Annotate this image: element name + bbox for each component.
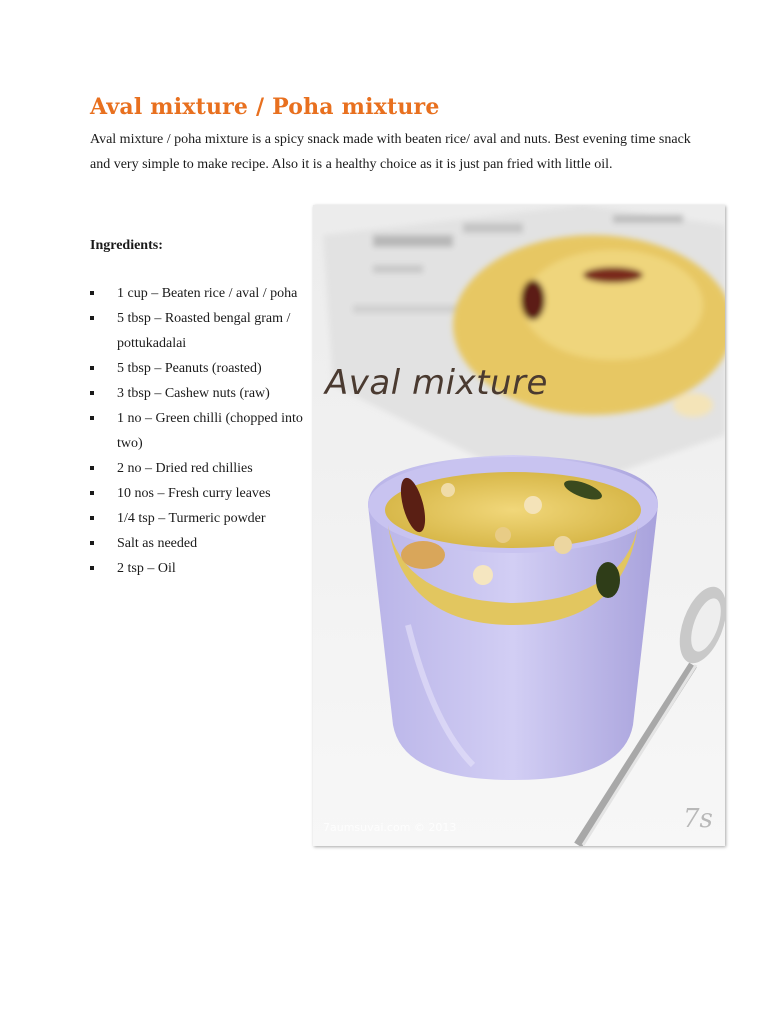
bullet-icon xyxy=(90,541,94,545)
ingredient-item: 2 no – Dried red chillies xyxy=(90,456,305,481)
cup xyxy=(368,455,658,780)
bullet-icon xyxy=(90,491,94,495)
ingredient-item: 1/4 tsp – Turmeric powder xyxy=(90,506,305,531)
recipe-photo xyxy=(313,205,725,846)
bullet-icon xyxy=(90,566,94,570)
ingredient-item: 1 no – Green chilli (chopped into two) xyxy=(90,406,305,456)
recipe-intro: Aval mixture / poha mixture is a spicy snack made with beaten rice/ aval and nuts. Best evening time snack and very simple to make recipe. Also it is a healthy choice as it is just pan fried with little oil. xyxy=(90,132,691,172)
bullet-icon xyxy=(90,516,94,520)
photo-caption: Aval mixture xyxy=(325,363,548,403)
photo-illustration xyxy=(313,205,725,846)
bullet-icon xyxy=(90,466,94,470)
bullet-icon xyxy=(90,366,94,370)
ingredient-item: 1 cup – Beaten rice / aval / poha xyxy=(90,281,305,306)
ingredient-item: Salt as needed xyxy=(90,531,305,556)
photo-watermark: 7aumsuvai.com © 2013 xyxy=(323,821,457,834)
bullet-icon xyxy=(90,316,94,320)
recipe-title: Aval mixture / Poha mixture xyxy=(90,94,440,120)
ingredient-item: 2 tsp – Oil xyxy=(90,556,305,581)
bullet-icon xyxy=(90,291,94,295)
photo-signature: 7s xyxy=(683,804,713,834)
bullet-icon xyxy=(90,391,94,395)
bullet-icon xyxy=(90,416,94,420)
ingredient-item: 5 tbsp – Peanuts (roasted) xyxy=(90,356,305,381)
ingredient-item: 3 tbsp – Cashew nuts (raw) xyxy=(90,381,305,406)
ingredient-item: 10 nos – Fresh curry leaves xyxy=(90,481,305,506)
ingredients-list xyxy=(90,281,305,581)
ingredient-item: 5 tbsp – Roasted bengal gram / pottukadalai xyxy=(90,306,305,356)
ingredients-heading: Ingredients: xyxy=(90,238,163,253)
